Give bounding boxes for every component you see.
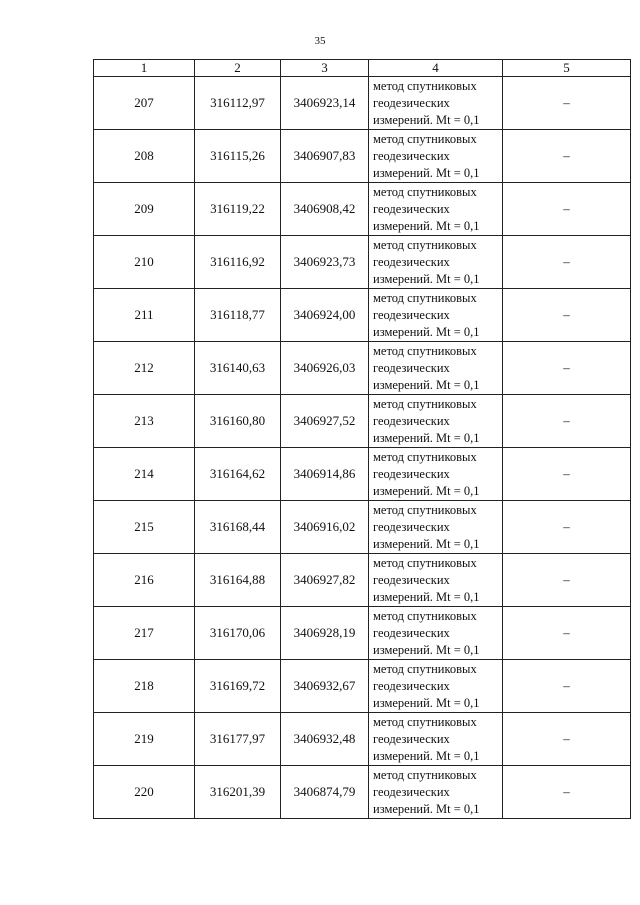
table-row [94,395,631,448]
note-dash: – [563,307,570,322]
method-line: измерений. Mt = 0,1 [373,377,480,392]
table-row [94,554,631,607]
note-cell [503,607,631,660]
column-header-3: 3 [281,60,369,77]
table-row [94,660,631,713]
note-cell [503,130,631,183]
table-row [94,183,631,236]
method-line: геодезических [373,254,450,269]
note-dash: – [563,572,570,587]
method-line: метод спутниковых [373,449,477,464]
note-dash: – [563,360,570,375]
table-row [94,289,631,342]
x-coordinate-cell: 316160,80 [195,395,281,448]
x-coordinate-cell: 316170,06 [195,607,281,660]
y-coordinate-cell: 3406907,83 [281,130,369,183]
note-cell [503,448,631,501]
method-cell [369,660,503,713]
column-header-1: 1 [94,60,195,77]
y-coordinate-cell: 3406932,67 [281,660,369,713]
method-cell [369,448,503,501]
method-line: метод спутниковых [373,78,477,93]
method-line: метод спутниковых [373,555,477,570]
point-number-cell: 217 [94,607,195,660]
note-cell [503,289,631,342]
method-line: метод спутниковых [373,767,477,782]
y-coordinate-cell: 3406932,48 [281,713,369,766]
note-cell [503,77,631,130]
method-line: метод спутниковых [373,343,477,358]
column-header-4: 4 [369,60,503,77]
method-line: метод спутниковых [373,396,477,411]
note-cell [503,554,631,607]
column-header-2: 2 [195,60,281,77]
method-line: метод спутниковых [373,714,477,729]
column-header-5: 5 [503,60,631,77]
y-coordinate-cell: 3406927,52 [281,395,369,448]
table-row [94,501,631,554]
note-dash: – [563,254,570,269]
method-cell [369,236,503,289]
table-row [94,766,631,819]
method-line: метод спутниковых [373,184,477,199]
table-row [94,236,631,289]
method-line: измерений. Mt = 0,1 [373,536,480,551]
x-coordinate-cell: 316119,22 [195,183,281,236]
table-header-row [94,60,631,77]
method-cell [369,607,503,660]
method-line: измерений. Mt = 0,1 [373,218,480,233]
method-line: измерений. Mt = 0,1 [373,430,480,445]
x-coordinate-cell: 316164,62 [195,448,281,501]
method-line: измерений. Mt = 0,1 [373,324,480,339]
table-row [94,713,631,766]
note-cell [503,766,631,819]
table-body [94,77,631,819]
x-coordinate-cell: 316118,77 [195,289,281,342]
x-coordinate-cell: 316169,72 [195,660,281,713]
note-cell [503,713,631,766]
method-line: измерений. Mt = 0,1 [373,483,480,498]
note-dash: – [563,95,570,110]
y-coordinate-cell: 3406908,42 [281,183,369,236]
method-cell [369,130,503,183]
note-dash: – [563,731,570,746]
method-line: измерений. Mt = 0,1 [373,801,480,816]
point-number-cell: 210 [94,236,195,289]
note-dash: – [563,466,570,481]
method-line: метод спутниковых [373,661,477,676]
note-dash: – [563,784,570,799]
method-line: метод спутниковых [373,608,477,623]
y-coordinate-cell: 3406914,86 [281,448,369,501]
y-coordinate-cell: 3406923,73 [281,236,369,289]
method-line: геодезических [373,625,450,640]
method-line: геодезических [373,201,450,216]
y-coordinate-cell: 3406923,14 [281,77,369,130]
method-line: метод спутниковых [373,131,477,146]
note-dash: – [563,201,570,216]
note-dash: – [563,413,570,428]
method-line: геодезических [373,678,450,693]
note-dash: – [563,148,570,163]
point-number-cell: 211 [94,289,195,342]
y-coordinate-cell: 3406927,82 [281,554,369,607]
method-line: измерений. Mt = 0,1 [373,271,480,286]
method-line: метод спутниковых [373,237,477,252]
table-row [94,342,631,395]
method-cell [369,395,503,448]
note-cell [503,660,631,713]
x-coordinate-cell: 316116,92 [195,236,281,289]
note-cell [503,395,631,448]
method-line: измерений. Mt = 0,1 [373,748,480,763]
method-line: геодезических [373,413,450,428]
method-line: измерений. Mt = 0,1 [373,165,480,180]
method-line: геодезических [373,784,450,799]
point-number-cell: 209 [94,183,195,236]
method-cell [369,289,503,342]
note-dash: – [563,519,570,534]
y-coordinate-cell: 3406926,03 [281,342,369,395]
y-coordinate-cell: 3406928,19 [281,607,369,660]
method-line: метод спутниковых [373,290,477,305]
page-number: 35 [314,35,326,47]
point-number-cell: 208 [94,130,195,183]
table-row [94,130,631,183]
note-cell [503,342,631,395]
method-line: геодезических [373,572,450,587]
coordinates-table [93,59,631,819]
point-number-cell: 207 [94,77,195,130]
note-cell [503,236,631,289]
x-coordinate-cell: 316115,26 [195,130,281,183]
method-line: геодезических [373,731,450,746]
table-row [94,607,631,660]
table-row [94,448,631,501]
method-cell [369,183,503,236]
point-number-cell: 219 [94,713,195,766]
method-cell [369,766,503,819]
point-number-cell: 213 [94,395,195,448]
method-cell [369,342,503,395]
method-line: измерений. Mt = 0,1 [373,589,480,604]
method-line: геодезических [373,466,450,481]
point-number-cell: 220 [94,766,195,819]
point-number-cell: 216 [94,554,195,607]
method-line: геодезических [373,148,450,163]
method-cell [369,713,503,766]
y-coordinate-cell: 3406924,00 [281,289,369,342]
y-coordinate-cell: 3406916,02 [281,501,369,554]
method-line: измерений. Mt = 0,1 [373,642,480,657]
method-cell [369,77,503,130]
x-coordinate-cell: 316168,44 [195,501,281,554]
x-coordinate-cell: 316164,88 [195,554,281,607]
note-dash: – [563,678,570,693]
method-cell [369,554,503,607]
x-coordinate-cell: 316177,97 [195,713,281,766]
x-coordinate-cell: 316140,63 [195,342,281,395]
method-line: геодезических [373,95,450,110]
point-number-cell: 215 [94,501,195,554]
x-coordinate-cell: 316201,39 [195,766,281,819]
method-cell [369,501,503,554]
table-row [94,77,631,130]
method-line: измерений. Mt = 0,1 [373,112,480,127]
method-line: измерений. Mt = 0,1 [373,695,480,710]
method-line: метод спутниковых [373,502,477,517]
method-line: геодезических [373,307,450,322]
method-line: геодезических [373,360,450,375]
point-number-cell: 212 [94,342,195,395]
note-cell [503,501,631,554]
method-line: геодезических [373,519,450,534]
note-dash: – [563,625,570,640]
point-number-cell: 214 [94,448,195,501]
y-coordinate-cell: 3406874,79 [281,766,369,819]
note-cell [503,183,631,236]
point-number-cell: 218 [94,660,195,713]
x-coordinate-cell: 316112,97 [195,77,281,130]
